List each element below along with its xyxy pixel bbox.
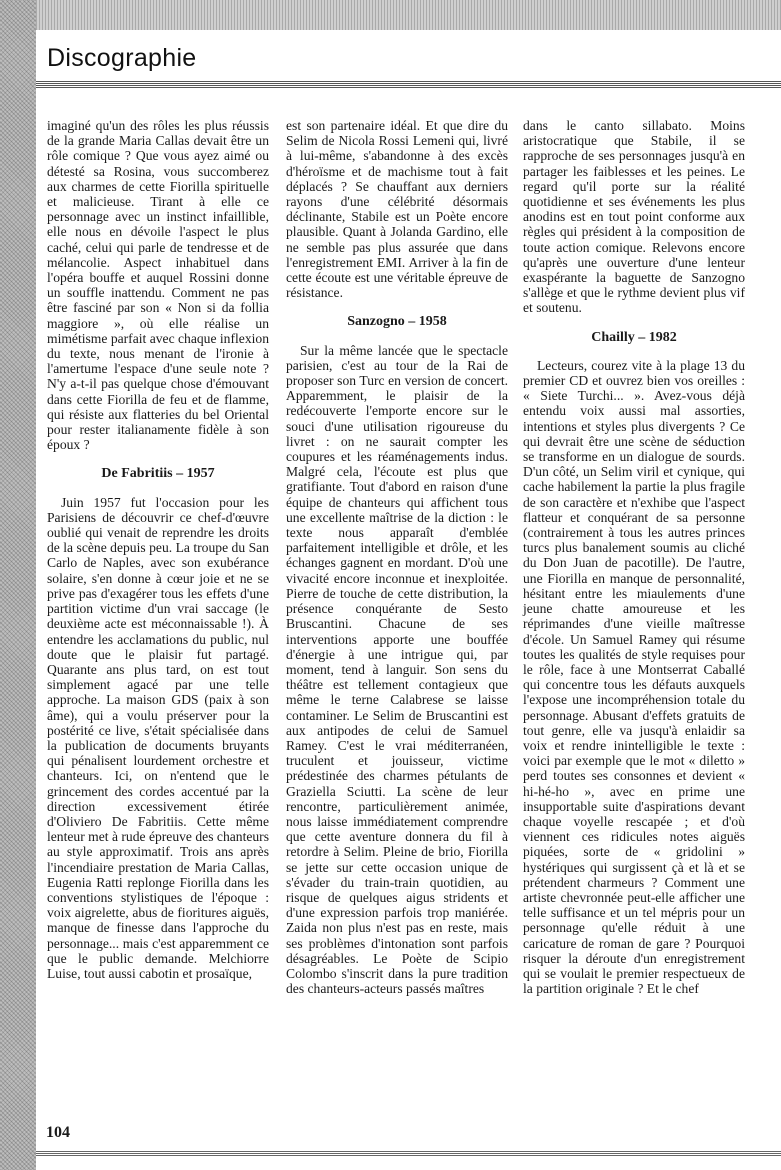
paragraph: Juin 1957 fut l'occasion pour les Parisiens de découvrir ce chef-d'œuvre oublié qui venait de reprendre les droits de la scène depuis peu. La troupe du San Carlo de Naples, avec son exubérance solaire, s'en donne à cœur joie et ne se prive pas d'exagérer tous les effets d'une partition victime d'un vrai saccage (le deuxième acte est méconnaissable !). À entendre les acclamations du public, nul doute que le plaisir fut partagé. Quarante ans plus tard, on est tout simplement agacé par une telle approche. La maison GDS (paix à son âme), qui a voulu préserver pour la postérité ce live, s'était spécialisée dans la publication de documents bruyants qui pénalisent lourdement orchestre et chanteurs. Ici, on n'entend que le grincement des cordes accentué par la direction excessivement étirée d'Oliviero De Fabritiis. Cette même lenteur met à rude épreuve des chanteurs au style approximatif. Trois ans après l'incendiaire prestation de Maria Callas, Eugenia Ratti replonge Fiorilla dans les conventions stylistiques de l'époque : voix aigrelette, abus de fioritures aiguës, manque de finesse dans l'approche du personnage... mais c'est apparemment ce que le public demande. Melchiorre Luise, tout aussi cabotin et prosaïque, — [47, 494, 269, 981]
paragraph: est son partenaire idéal. Et que dire du Selim de Nicola Rossi Lemeni qui, livré à lui-même, s'abandonne à des excès d'héroïsme et de machisme tout à fait déplacés ? Se chauffant aux derniers rayons d'une célébrité désormais déclinante, Stabile est un Poète encore plausible. Quant à Jolanda Gardino, elle ne semble pas plus assurée que dans l'enregistrement EMI. Arriver à la fin de cette écoute est une véritable épreuve de résistance. — [286, 118, 508, 301]
page-number: 104 — [46, 1124, 70, 1141]
bottom-divider — [36, 1150, 781, 1156]
text-column-2 — [286, 118, 508, 996]
paragraph: Sur la même lancée que le spectacle parisien, c'est au tour de la Rai de proposer son Turc en version de concert. Apparemment, le plaisir de la redécouverte l'emporte encore sur le souci d'une utilisation rigoureuse du livret : on ne saurait compter les coupures et les réaménagements indus. Malgré cela, l'écoute est plus que gratifiante. Tout d'abord en raison d'une équipe de chanteurs qui affichent tous une excellente maîtrise de la diction : le texte nous apparaît d'emblée parfaitement intelligible et drôle, et les échanges gagnent en mordant. D'où une vivacité encore inconnue et inexploitée. Pierre de touche de cette distribution, la présence conquérante de Sesto Bruscantini. Chacune de ses interventions apporte une bouffée d'énergie à une intrigue qui, par moment, tend à languir. Son sens du théâtre est tellement contagieux que même le terne Calabrese se laisse contaminer. Le Selim de Bruscantini est aux antipodes de celui de Samuel Ramey. C'est le vrai méditerranéen, truculent et jouisseur, victime prédestinée des charmes pétulants de Graziella Sciutti. La scène de leur rencontre, particulièrement animée, nous laisse immédiatement comprendre que cette aventure donnera du fil à retordre à Selim. Pleine de brio, Fiorilla se jette sur cette occasion unique de s'évader du train-train quotidien, au risque de quelques aigus stridents et d'une expression parfois trop maniérée. Zaida non plus n'est pas en reste, mais ses problèmes d'intonation sont parfois désagréables. Le Poète de Scipio Colombo s'inscrit dans la pure tradition des chanteurs-acteurs passés maîtres — [286, 342, 508, 997]
paragraph: imaginé qu'un des rôles les plus réussis de la grande Maria Callas devait être un rôle comique ? Que vous ayez aimé ou détesté sa Rosina, vous succomberez aux charmes de cette Fiorilla spirituelle et malicieuse. Tirant à elle ce personnage avec un instinct infaillible, elle nous en dévoile l'aspect le plus caché, celui qui parle de tendresse et de mélancolie. Aspect inhabituel dans l'opéra bouffe et auquel Rossini donne un souffle inattendu. Comment ne pas être fasciné par son « Non si da follia maggiore », où elle réalise un mimétisme parfait avec chaque inflexion du texte, nous menant de l'ironie à l'amertume l'espace d'une seule note ? N'y a-t-il pas quelque chose d'émouvant dans cette Fiorilla de feu et de flamme, qui résiste aux flatteries du bel Oriental pour rester italianamente fidèle à son époux ? — [47, 118, 269, 453]
section-heading: De Fabritiis – 1957 — [101, 466, 215, 482]
top-decorative-band — [36, 0, 781, 30]
section-heading: Chailly – 1982 — [591, 329, 677, 345]
page-title: Discographie — [47, 44, 197, 72]
left-decorative-band — [0, 0, 36, 1170]
paragraph: dans le canto sillabato. Moins aristocratique que Stabile, il se rapproche de ses personnages jusqu'à en partager les faiblesses et les peines. Le regard qu'il porte sur la réalité quotidienne et ses événements les plus anodins est en tout point conforme aux règles qui président à la composition de toute action comique. Relevons encore qu'après une ouverture d'une lenteur exaspérante la baguette de Sanzogno s'allège et que le rythme devient plus vif et soutenu. — [523, 118, 745, 316]
section-heading: Sanzogno – 1958 — [347, 314, 447, 330]
text-column-1 — [47, 118, 269, 981]
paragraph: Lecteurs, courez vite à la plage 13 du premier CD et ouvrez bien vos oreilles : « Siete Turchi... ». Avez-vous déjà entendu voix aussi mal assorties, intentions et styles plus divergents ? Ce qui devrait être une scène de séduction se transforme en un dialogue de sourds. D'un côté, un Selim viril et cynique, qui cache habilement la partie la plus fragile de son caractère et n'exhibe que l'aspect flatteur et conquérant de sa personne (contrairement à tous les autres princes turcs plus banalement soumis au cliché du Don Juan de pacotille). De l'autre, une Fiorilla en manque de personnalité, hésitant entre les miaulements d'une jeune chatte amoureuse et les réprimandes d'une vieille maîtresse d'école. Un Samuel Ramey qui résume toutes les qualités de style requises pour le rôle, face à une Montserrat Caballé qui concentre tous les défauts auxquels l'expose une incompréhension totale du personnage. Abusant d'effets gratuits de tout genre, elle va jusqu'à enlaidir sa voix et rendre inintelligible le texte : voici par exemple que le mot « diletto » perd toutes ses consonnes et devient « hi-hé-ho », avec en prime une insupportable suite d'aspirations devant chaque voyelle rescapée ; et d'où viennent ces ridicules notes aiguës piquées, sorte de « gridolini » hystériques qui surgissent çà et là et se prétendent charmeurs ? Comment une artiste chevronnée peut-elle afficher une telle suffisance et un tel mépris pour un personnage qu'elle réduit à une caricature de roman de gare ? Pourquoi risquer la déroute d'un enregistrement qui se voulait le premier respectueux de la partition originale ? Et le chef — [523, 357, 745, 997]
text-column-3 — [523, 118, 745, 996]
title-divider — [36, 80, 781, 88]
